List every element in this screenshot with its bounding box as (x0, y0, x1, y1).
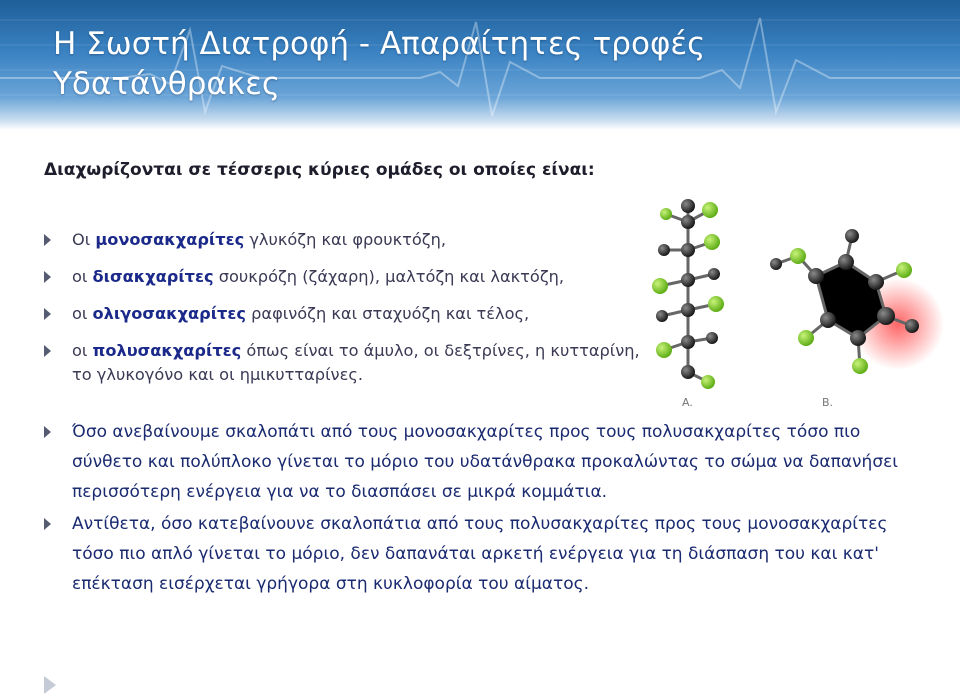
paragraph-item (44, 417, 924, 507)
paragraph-text: Όσο ανεβαίνουμε σκαλοπάτι από τους μονοσακχαρίτες προς τους πολυσακχαρίτες τόσο πιο σύνθετο και πολύπλοκο γίνεται το μόριο του υδατάνθρακα προκαλώντας το σώμα να δαπανήσει περισσότερη ενέργεια για να το διασπάσει σε μικρά κομμάτια. (72, 422, 899, 502)
item-rest: γλυκόζη και φρουκτόζη, (244, 230, 446, 249)
list-item-polysaccharides (44, 339, 662, 387)
figure-label-b: B. (822, 396, 834, 409)
bullet-arrow-icon (44, 308, 51, 320)
item-term: ολιγοσακχαρίτες (92, 304, 246, 323)
item-rest: σουκρόζη (ζάχαρη), μαλτόζη και λακτόζη, (213, 267, 565, 286)
bullet-arrow-icon (44, 518, 51, 530)
slide-subtitle: Διαχωρίζονται σε τέσσερις κύριες ομάδες οι οποίες είναι: (44, 160, 595, 180)
paragraph-text: Αντίθετα, όσο κατεβαίνουνε σκαλοπάτια από τους πολυσακχαρίτες προς τους μονοσακχαρίτες τόσο πιο απλό γίνεται το μόριο, δεν δαπανάται αρκετή ενέργεια για τη διάσπαση του και κατ' επέκταση εισέρχεται γρήγορα στη κυκλοφορία του αίματος. (72, 514, 888, 594)
list-item-disaccharides (44, 265, 664, 289)
list-item-oligosaccharides (44, 302, 664, 326)
slide-corner-arrow-icon (44, 676, 56, 694)
item-prefix: οι (72, 341, 93, 360)
title-banner (0, 0, 960, 130)
bullet-arrow-icon (44, 345, 51, 357)
item-prefix: οι (72, 304, 93, 323)
item-prefix: Οι (72, 230, 96, 249)
explanation-list (44, 417, 924, 601)
carbohydrate-groups-list (44, 228, 664, 400)
item-prefix: οι (72, 267, 93, 286)
title-line-1: Η Σωστή Διατροφή - Απαραίτητες τροφές (53, 26, 706, 62)
carbohydrate-molecule-illustration (636, 192, 946, 412)
item-term: δισακχαρίτες (92, 267, 214, 286)
item-rest: ραφινόζη και σταχυόζη και τέλος, (245, 304, 530, 323)
bullet-arrow-icon (44, 271, 51, 283)
figure-label-a: A. (682, 396, 693, 409)
bullet-arrow-icon (44, 426, 51, 438)
paragraph-item (44, 509, 924, 599)
title-line-2: Υδατάνθρακες (53, 66, 281, 102)
slide-title (53, 24, 705, 104)
bullet-arrow-icon (44, 234, 51, 246)
item-rest: όπως είναι το άμυλο, οι δεξτρίνες, η κυτταρίνη, το γλυκογόνο και οι ημικυτταρίνες. (72, 341, 640, 384)
item-term: μονοσακχαρίτες (95, 230, 245, 249)
item-term: πολυσακχαρίτες (92, 341, 242, 360)
list-item-monosaccharides (44, 228, 664, 252)
